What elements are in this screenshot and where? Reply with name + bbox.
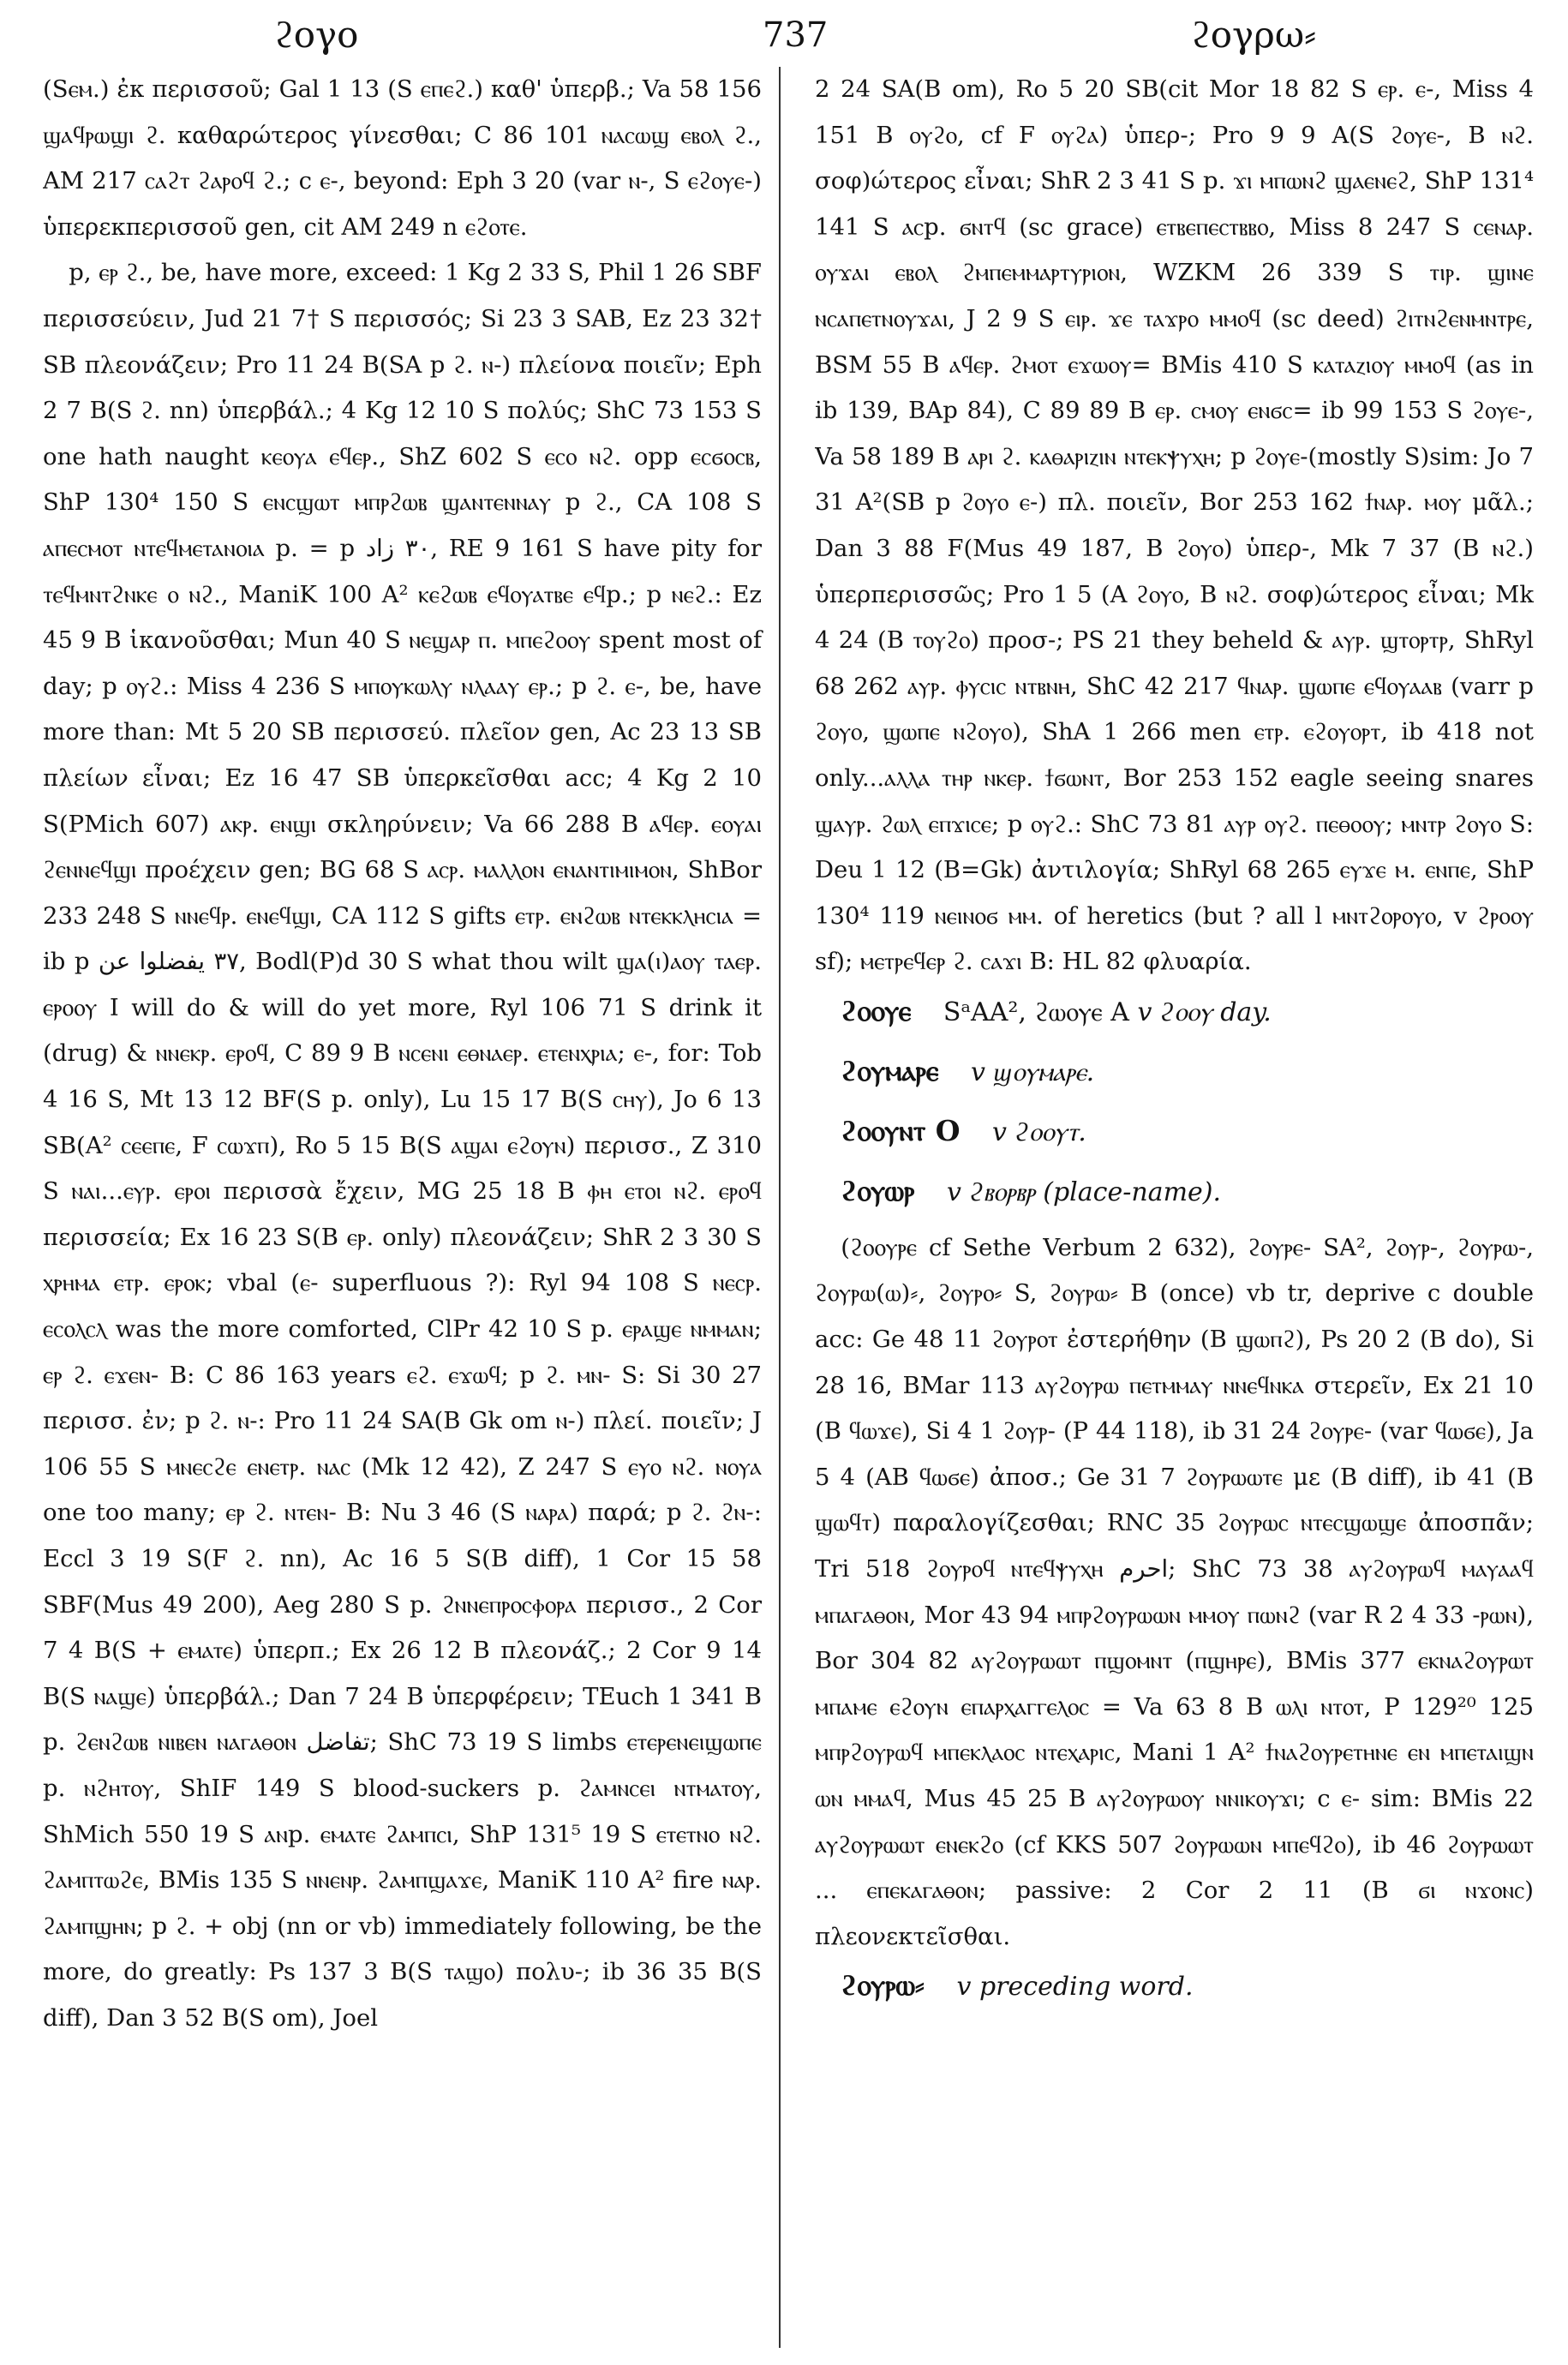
entry-cross-ref: v ϣⲟⲩⲙⲁⲣⲉ. [971, 1057, 1095, 1087]
main-entry-hourw: (ϩⲟⲟⲩⲣⲉ cf Sethe Verbum 2 632), ϩⲟⲩⲣⲉ- SA², ϩⲟⲩⲣ-, ϩⲟⲩⲣⲱ-, ϩⲟⲩⲣⲱ(ⲱ)⸗, ϩⲟⲩⲣⲟ⸗ S, ϩⲟⲩⲣⲱ⸗ B (once) vb tr, deprive c double acc: Ge 48 11 ϩⲟⲩⲣⲟⲧ ἐστερήθην (B ϣⲱⲡϩ), Ps 20 2 (B do), Si 28 16, BMar 113 ⲁⲩϩⲟⲩⲣⲱ ⲡⲉⲧⲙⲙⲁⲩ ⲛⲛⲉϥⲛⲕⲁ στερεῖν, Ex 21 10 (B ϥⲱϫⲉ), Si 4 1 ϩⲟⲩⲣ- (P 44 118), ib 31 24 ϩⲟⲩⲣⲉ- (var ϥⲱϭⲉ), Ja 5 4 (AB ϥⲱϭⲉ) ἀποσ.; Ge 31 7 ϩⲟⲩⲣⲱⲱⲧⲉ με (B diff), ib 41 (B ϣⲱϥⲧ) παραλογίζεσθαι; RNC 35 ϩⲟⲩⲣⲱⲥ ⲛⲧⲉⲥϣⲱϣⲉ ἀποσπᾶν; Tri 518 ϩⲟⲩⲣⲟϥ ⲛⲧⲉϥⲯⲩⲭⲏ احرم; ShC 73 38 ⲁⲩϩⲟⲩⲣⲱϥ ⲙⲁⲩⲁⲁϥ ⲙⲡⲁⲅⲁⲑⲟⲛ, Mor 43 94 ⲙⲡⲣϩⲟⲩⲣⲱⲱⲛ ⲙⲙⲟⲩ ⲡⲱⲛϩ (var R 2 4 33 -ⲣⲱⲛ), Bor 304 82 ⲁⲩϩⲟⲩⲣⲱⲱⲧ ⲡϣⲟⲙⲛⲧ (ⲡϣⲏⲣⲉ), BMis 377 ⲉⲕⲛⲁϩⲟⲩⲣⲱⲧ ⲙⲡⲁⲙⲉ ⲉϩⲟⲩⲛ ⲉⲡⲁⲣⲭⲁⲅⲅⲉⲗⲟⲥ = Va 63 8 B ⲱⲗⲓ ⲛⲧⲟⲧ, P 129²⁰ 125 ⲙⲡⲣϩⲟⲩⲣⲱϥ ⲙⲡⲉⲕⲗⲁⲟⲥ ⲛⲧⲉⲭⲁⲣⲓⲥ, Mani 1 A² ϯⲛⲁϩⲟⲩⲣⲉⲧⲏⲛⲉ ⲉⲛ ⲙⲡⲉⲧⲁⲓϣⲛ ⲱⲛ ⲙⲙⲁϥ, Mus 45 25 B ⲁⲩϩⲟⲩⲣⲱⲟⲩ ⲛⲛⲓⲕⲟⲩϫⲓ; c ⲉ- sim: BMis 22 ⲁⲩϩⲟⲩⲣⲱⲱⲧ ⲉⲛⲉⲕϩⲟ (cf KKS 507 ϩⲟⲩⲣⲱⲱⲛ ⲙⲡⲉϥϩⲟ), ib 46 ϩⲟⲩⲣⲱⲱⲧ ... ⲉⲡⲉⲕⲁⲅⲁⲑⲟⲛ; passive: 2 Cor 2 11 (B ϭⲓ ⲛϫⲟⲛⲥ) πλεονεκτεῖσθαι. [815, 1233, 1534, 1950]
left-column [43, 67, 781, 2348]
entry-hoouei [815, 985, 1534, 1039]
left-running-headword: ϩογο [274, 14, 359, 56]
entry-headword: ϩⲟⲟⲩⲉ [841, 993, 912, 1027]
left-paragraph-2: p, ⲉⲣ ϩ., be, have more, exceed: 1 Kg 2 33 S, Phil 1 26 SBF περισσεύειν, Jud 21 7† S περισσός; Si 23 3 SAB, Ez 23 32† SB πλεονάζειν; Pro 11 24 B(SA p ϩ. ⲛ-) πλείονα ποιεῖν; Eph 2 7 B(S ϩ. nn) ὑπερβάλ.; 4 Kg 12 10 S πολύς; ShC 73 153 S one hath naught ⲕⲉⲟⲩⲁ ⲉϥⲉⲣ., ShZ 602 S ⲉⲥⲟ ⲛϩ. opp ⲉⲥϭⲟⲥⲃ, ShP 130⁴ 150 S ⲉⲛⲥϣⲱⲧ ⲙⲡⲣϩⲱⲃ ϣⲁⲛⲧⲉⲛⲛⲁⲩ p ϩ., CA 108 S ⲁⲡⲉⲥⲙⲟⲧ ⲛⲧⲉϥⲙⲉⲧⲁⲛⲟⲓⲁ p. = p ٣٠ زاد, RE 9 161 S have pity for ⲧⲉϥⲙⲛⲧϩⲛⲕⲉ ⲟ ⲛϩ., ManiK 100 A² ⲕⲉϩⲱⲃ ⲉϥⲟⲩⲁⲧⲃⲉ ⲉϥp.; p ⲛⲉϩ.: Ez 45 9 B ἱκανοῦσθαι; Mun 40 S ⲛⲉϣⲁⲣ ⲡ. ⲙⲡⲉϩⲟⲟⲩ spent most of day; p ⲟⲩϩ.: Miss 4 236 S ⲙⲡⲟⲩⲕⲱⲗⲩ ⲛⲗⲁⲁⲩ ⲉⲣ.; p ϩ. ⲉ-, be, have more than: Mt 5 20 SB περισσεύ. πλεῖον gen, Ac 23 13 SB πλείων εἶναι; Ez 16 47 SB ὑπερκεῖσθαι acc; 4 Kg 2 10 S(PMich 607) ⲁⲕⲣ. ⲉⲛϣⲓ σκληρύνειν; Va 66 288 B ⲁϥⲉⲣ. ⲉⲟⲩⲁⲓ ϩⲉⲛⲛⲉϥϣⲓ προέχειν gen; BG 68 S ⲁⲥⲣ. ⲙⲁⲗⲗⲟⲛ ⲉⲛⲁⲛⲧⲓⲙⲓⲙⲟⲛ, ShBor 233 248 S ⲛⲛⲉϥⲣ. ⲉⲛⲉϥϣⲓ, CA 112 S gifts ⲉⲧⲣ. ⲉⲛϩⲱⲃ ⲛⲧⲉⲕⲕⲗⲏⲥⲓⲁ = ib p ٣٧ يفضلوا عن, Bodl(P)d 30 S what thou wilt ϣⲁ(ⲓ)ⲁⲟⲩ ⲧⲁⲉⲣ. ⲉⲣⲟⲟⲩ I will do & will do yet more, Ryl 106 71 S drink it (drug) & ⲛⲛⲉⲕⲣ. ⲉⲣⲟϥ, C 89 9 B ⲛⲥⲉⲛⲓ ⲉⲑⲛⲁⲉⲣ. ⲉⲧⲉⲛⲭⲣⲓⲁ; ⲉ-, for: Tob 4 16 S, Mt 13 12 BF(S p. only), Lu 15 17 B(S ⲥⲏⲩ), Jo 6 13 SB(A² ⲥⲉⲉⲡⲉ, F ⲥⲱϫⲡ), Ro 5 15 B(S ⲁϣⲁⲓ ⲉϩⲟⲩⲛ) περισσ., Z 310 S ⲛⲁⲓ...ⲉⲩⲣ. ⲉⲣⲟⲓ περισσὰ ἔχειν, MG 25 18 B ⲫⲏ ⲉⲧⲟⲓ ⲛϩ. ⲉⲣⲟϥ περισσεία; Ex 16 23 S(B ⲉⲣ. only) πλεονάζειν; ShR 2 3 30 S ⲭⲣⲏⲙⲁ ⲉⲧⲣ. ⲉⲣⲟⲕ; vbal (ⲉ- superfluous ?): Ryl 94 108 S ⲛⲉⲥⲣ. ⲉⲥⲟⲗⲥⲗ was the more comforted, ClPr 42 10 S p. ⲉⲣⲁϣⲉ ⲛⲙⲙⲁⲛ; ⲉⲣ ϩ. ⲉϫⲉⲛ- B: C 86 163 years ⲉϩ. ⲉϫⲱϥ; p ϩ. ⲙⲛ- S: Si 30 27 περισσ. ἐν; p ϩ. ⲛ-: Pro 11 24 SA(B Gk om ⲛ-) πλεί. ποιεῖν; J 106 55 S ⲙⲛⲉⲥϩⲉ ⲉⲛⲉⲧⲣ. ⲛⲁⲥ (Mk 12 42), Z 247 S ⲉⲩⲟ ⲛϩ. ⲛⲟⲩⲁ one too many; ⲉⲣ ϩ. ⲛⲧⲉⲛ- B: Nu 3 46 (S ⲛⲁⲣⲁ) παρά; p ϩ. ϩⲛ-: Eccl 3 19 S(F ϩ. nn), Ac 16 5 S(B diff), 1 Cor 15 58 SBF(Mus 49 200), Aeg 280 S p. ϩⲛⲛⲉⲡⲣⲟⲥⲫⲟⲣⲁ περισσ., 2 Cor 7 4 B(S + ⲉⲙⲁⲧⲉ) ὑπερπ.; Ex 26 12 B πλεονάζ.; 2 Cor 9 14 B(S ⲛⲁϣⲉ) ὑπερβάλ.; Dan 7 24 B ὑπερφέρειν; TEuch 1 341 B p. ϩⲉⲛϩⲱⲃ ⲛⲓⲃⲉⲛ ⲛⲁⲅⲁⲑⲟⲛ تفاضل; ShC 73 19 S limbs ⲉⲧⲉⲣⲉⲛⲉⲓϣⲱⲡⲉ p. ⲛϩⲏⲧⲟⲩ, ShIF 149 S blood-suckers p. ϩⲁⲙⲛⲥⲉⲓ ⲛⲧⲙⲁⲧⲟⲩ, ShMich 550 19 S ⲁⲛp. ⲉⲙⲁⲧⲉ ϩⲁⲙⲡⲥⲓ, ShP 131⁵ 19 S ⲉⲧⲉⲧⲛⲟ ⲛϩ. ϩⲁⲙⲡⲧⲱϩⲉ, BMis 135 S ⲛⲛⲉⲛⲣ. ϩⲁⲙⲡϣⲁϫⲉ, ManiK 110 A² fire ⲛⲁⲣ. ϩⲁⲙⲡϣⲏⲛ; p ϩ. + obj (nn or vb) immediately following, be the more, do greatly: Ps 137 3 B(S ⲧⲁϣⲟ) πολυ-; ib 36 35 B(S diff), Dan 3 52 B(S om), Joel [43, 259, 762, 2032]
entry-hoount [815, 1105, 1534, 1159]
entry-cross-ref: v ϩⲟⲟⲩ day. [1137, 997, 1272, 1027]
page-header [43, 9, 1534, 62]
entry-cross-ref: v ϩⲟⲟⲩⲧ. [992, 1117, 1086, 1147]
two-column-body [43, 67, 1534, 2348]
entry-headword: ϩⲟⲩⲙⲁⲣⲉ [841, 1053, 939, 1087]
page-number: 737 [763, 15, 829, 55]
entry-cross-ref: v preceding word. [956, 1972, 1194, 2003]
right-opening-paragraph: 2 24 SA(B om), Ro 5 20 SB(cit Mor 18 82 S ⲉⲣ. ⲉ-, Miss 4 151 B ⲟⲩϩⲟ, cf F ⲟⲩϩⲁ) ὑπερ-; Pro 9 9 A(S ϩⲟⲩⲉ-, B ⲛϩ. σοφ)ώτερος εἶναι; ShR 2 3 41 S p. ϫⲓ ⲙⲡⲱⲛϩ ϣⲁⲉⲛⲉϩ, ShP 131⁴ 141 S ⲁⲥp. ϭⲛⲧϥ (sc grace) ⲉⲧⲃⲉⲡⲉⲥⲧⲃⲃⲟ, Miss 8 247 S ⲥⲉⲛⲁⲣ. ⲟⲩϫⲁⲓ ⲉⲃⲟⲗ ϩⲙⲡⲉⲙⲙⲁⲣⲧⲩⲣⲓⲟⲛ, WZKM 26 339 S ⲧⲓⲣ. ϣⲓⲛⲉ ⲛⲥⲁⲡⲉⲧⲛⲟⲩϫⲁⲓ, J 2 9 S ⲉⲓⲣ. ϫⲉ ⲧⲁϫⲣⲟ ⲙⲙⲟϥ (sc deed) ϩⲓⲧⲛϩⲉⲛⲙⲛⲧⲣⲉ, BSM 55 B ⲁϥⲉⲣ. ϩⲙⲟⲧ ⲉϫⲱⲟⲩ= BMis 410 S ⲕⲁⲧⲁⲍⲓⲟⲩ ⲙⲙⲟϥ (as in ib 139, BAp 84), C 89 89 B ⲉⲣ. ⲥⲙⲟⲩ ⲉⲛϭⲥ= ib 99 153 S ϩⲟⲩⲉ-, Va 58 189 B ⲁⲣⲓ ϩ. ⲕⲁⲑⲁⲣⲓⲍⲓⲛ ⲛⲧⲉⲕⲯⲩⲭⲏ; p ϩⲟⲩⲉ-(mostly S)sim: Jo 7 31 A²(SB p ϩⲟⲩⲟ ⲉ-) πλ. ποιεῖν, Bor 253 162 ϯⲛⲁⲣ. ⲙⲟⲩ μᾶλ.; Dan 3 88 F(Mus 49 187, B ϩⲟⲩⲟ) ὑπερ-, Mk 7 37 (B ⲛϩ.) ὑπερπερισσῶς; Pro 1 5 (A ϩⲟⲩⲟ, B ⲛϩ. σοφ)ώτερος εἶναι; Mk 4 24 (B ⲧⲟⲩϩⲟ) προσ-; PS 21 they beheld & ⲁⲩⲣ. ϣⲧⲟⲣⲧⲣ, ShRyl 68 262 ⲁⲩⲣ. ⲫⲩⲥⲓⲥ ⲛⲧⲃⲛⲏ, ShC 42 217 ϥⲛⲁⲣ. ϣⲱⲡⲉ ⲉϥⲟⲩⲁⲁⲃ (varr p ϩⲟⲩⲟ, ϣⲱⲡⲉ ⲛϩⲟⲩⲟ), ShA 1 266 men ⲉⲧⲣ. ⲉϩⲟⲩⲟⲣⲧ, ib 418 not only...ⲁⲗⲗⲁ ⲧⲏⲣ ⲛⲕⲉⲣ. ϯϭⲱⲛⲧ, Bor 253 152 eagle seeing snares ϣⲁⲩⲣ. ϩⲱⲗ ⲉⲡϫⲓⲥⲉ; p ⲟⲩϩ.: ShC 73 81 ⲁⲩⲣ ⲟⲩϩ. ⲡⲉⲑⲟⲟⲩ; ⲙⲛⲧⲣ ϩⲟⲩⲟ S: Deu 1 12 (B=Gk) ἀντιλογία; ShRyl 68 265 ⲉⲩϫⲉ ⲙ. ⲉⲛⲡⲉ, ShP 130⁴ 119 ⲛⲉⲓⲛⲟϭ ⲙⲙ. of heretics (but ? all l ⲙⲛⲧϩⲟⲣⲟⲩⲟ, v ϩⲣⲟⲟⲩ sf); ⲙⲉⲧⲣⲉϥⲉⲣ ϩ. ⲥⲁϫⲓ B: HL 82 φλυαρία. [815, 75, 1534, 976]
entry-headword: ϩⲟⲩⲣⲱ⸗ [841, 1968, 925, 2003]
left-paragraph-1: (Sⲉⲙ.) ἐκ περισσοῦ; Gal 1 13 (S ⲉⲡⲉϩ.) καθ' ὑπερβ.; Va 58 156 ϣⲁϥⲣⲱϣⲓ ϩ. καθαρώτερος γίνεσθαι; C 86 101 ⲛⲁⲥⲱϣ ⲉⲃⲟⲗ ϩ., AM 217 ⲥⲁϩⲧ ϩⲁⲣⲟϥ ϩ.; c ⲉ-, beyond: Eph 3 20 (var ⲛ-, S ⲉϩⲟⲩⲉ-) ὑπερεκπερισσοῦ gen, cit AM 249 n ⲉϩⲟⲧⲉ. [43, 75, 762, 241]
entry-headword: ϩⲟⲩⲱⲣ [841, 1173, 915, 1207]
entry-hourw-final [815, 1960, 1534, 2013]
entry-cross-ref: v ϩⲃⲟⲣⲃⲣ (place-name). [946, 1177, 1222, 1207]
entry-houmare [815, 1045, 1534, 1099]
right-running-headword: ϩογρω⸗ [1191, 14, 1317, 56]
entry-headword: ϩⲟⲟⲩⲛⲧ O [841, 1113, 961, 1147]
right-column [815, 67, 1534, 2348]
entry-dialects: SᵃAA², ϩⲱⲟⲩⲉ A [943, 997, 1129, 1027]
entry-houor [815, 1165, 1534, 1218]
